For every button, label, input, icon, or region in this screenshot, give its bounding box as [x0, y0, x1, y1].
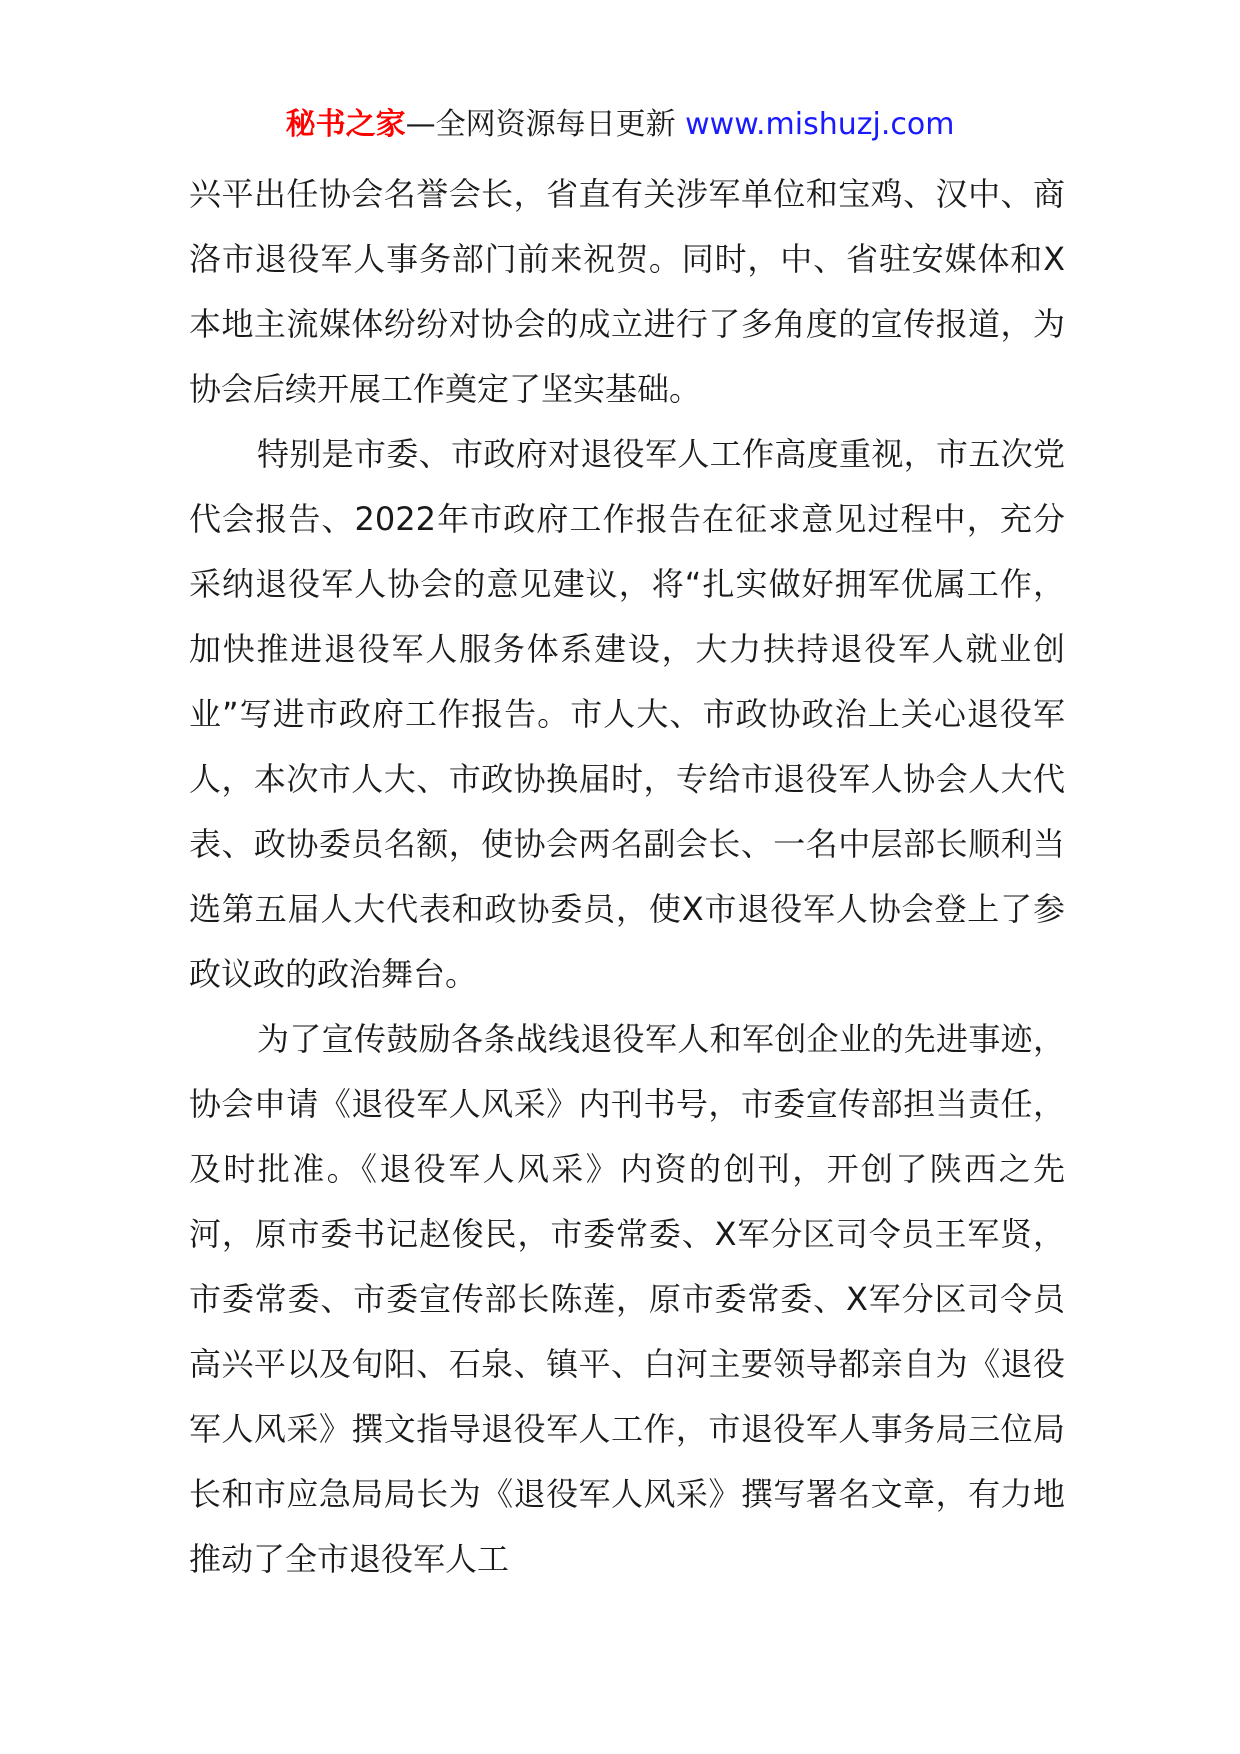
site-brand: 秘书之家	[285, 107, 406, 142]
site-url-link[interactable]: www.mishuzj.com	[685, 107, 955, 142]
site-slogan: —全网资源每日更新	[405, 107, 676, 142]
paragraph-3: 为了宣传鼓励各条战线退役军人和军创企业的先进事迹，协会申请《退役军人风采》内刊书号，市委宣传部担当责任，及时批准。《退役军人风采》内资的创刊，开创了陕西之先河，原市委书记赵俊民，市委常委、X军分区司令员王军贤，市委常委、市委宣传部长陈莲，原市委常委、X军分区司令员高兴平以及旬阳、石泉、镇平、白河主要领导都亲自为《退役军人风采》撰文指导退役军人工作，市退役军人事务局三位局长和市应急局局长为《退役军人风采》撰写署名文章，有力地推动了全市退役军人工	[189, 1020, 1065, 1578]
document-body	[189, 162, 1065, 1592]
paragraph-1: 兴平出任协会名誉会长，省直有关涉军单位和宝鸡、汉中、商洛市退役军人事务部门前来祝贺。同时，中、省驻安媒体和X本地主流媒体纷纷对协会的成立进行了多角度的宣传报道，为协会后续开展工作奠定了坚实基础。	[189, 175, 1065, 408]
paragraph-2: 特别是市委、市政府对退役军人工作高度重视，市五次党代会报告、2022年市政府工作报告在征求意见过程中，充分采纳退役军人协会的意见建议，将“扎实做好拥军优属工作，加快推进退役军人服务体系建设，大力扶持退役军人就业创业”写进市政府工作报告。市人大、市政协政治上关心退役军人，本次市人大、市政协换届时，专给市退役军人协会人大代表、政协委员名额，使协会两名副会长、一名中层部长顺利当选第五届人大代表和政协委员，使X市退役军人协会登上了参政议政的政治舞台。	[189, 435, 1065, 993]
site-header	[0, 103, 1240, 147]
